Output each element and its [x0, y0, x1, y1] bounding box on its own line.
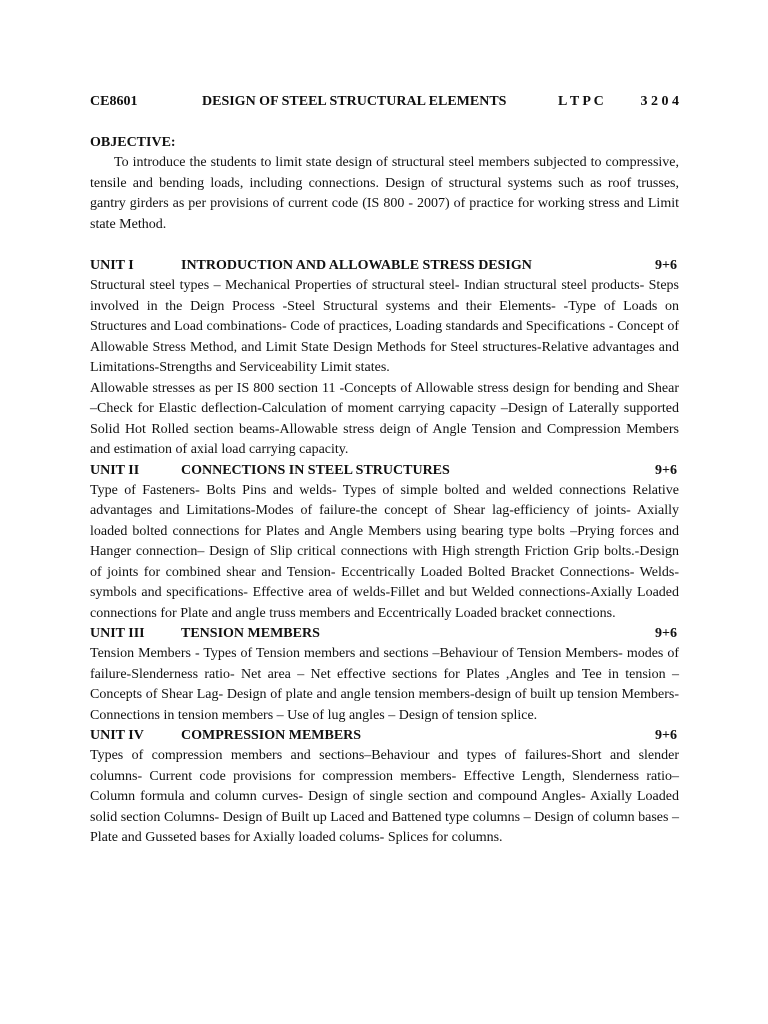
unit-hours: 9+6	[655, 626, 677, 641]
unit-1-heading	[90, 256, 679, 276]
unit-number: UNIT II	[90, 462, 140, 478]
unit-2-heading	[90, 461, 679, 481]
unit-hours: 9+6	[655, 258, 677, 273]
unit-title: COMPRESSION MEMBERS	[181, 728, 362, 743]
unit-1-paragraph-1: Structural steel types – Mechanical Properties of structural steel- Indian structural steel products- Steps involved in the Deign Process -Steel Structural systems and their Elements- -Type of Loads on Structures and Load combinations- Code of practices, Loading standards and Specifications - Concept of Allowable Stress Method, and Limit State Design Methods for Steel structures-Relative advantages and Limitations-Strengths and Serviceability Limit states.	[90, 278, 679, 375]
unit-4-heading	[90, 726, 679, 746]
ltpc-label: L T P C	[558, 94, 604, 109]
objective-heading: OBJECTIVE:	[90, 135, 176, 150]
unit-title: CONNECTIONS IN STEEL STRUCTURES	[181, 462, 450, 478]
unit-3-paragraph-1: Tension Members - Types of Tension members and sections –Behaviour of Tension Members- modes of failure-Slenderness ratio- Net area – Net effective sections for Plates ,Angles and Tee in tension –Concepts of Shear Lag- Design of plate and angle tension members-design of built up tension Members-Connections in tension members – Use of lug angles – Design of tension splice.	[90, 646, 679, 723]
unit-hours: 9+6	[655, 728, 677, 743]
unit-number: UNIT III	[90, 626, 145, 641]
unit-3-heading	[90, 624, 679, 644]
unit-number: UNIT IV	[90, 728, 144, 743]
objective-text: To introduce the students to limit state design of structural steel members subjected to compressive, tensile and bending loads, including connections. Design of structural systems such as roof trusses, gantry girders as per provisions of current code (IS 800 - 2007) of practice for working stress and Limit state Method.	[90, 155, 679, 232]
ltpc-values: 3 2 0 4	[640, 94, 679, 109]
unit-hours: 9+6	[655, 462, 677, 478]
unit-title: INTRODUCTION AND ALLOWABLE STRESS DESIGN	[181, 258, 532, 273]
unit-number: UNIT I	[90, 258, 134, 273]
unit-2-paragraph-1: Type of Fasteners- Bolts Pins and welds- Types of simple bolted and welded connections Relative advantages and Limitations-Modes of failure-the concept of Shear lag-efficiency of joints- Axially loaded bolted connections for Plates and Angle Members using bearing type bolts –Prying forces and Hanger connection– Design of Slip critical connections with High strength Friction Grip bolts.-Design of joints for combined shear and Tension- Eccentrically Loaded Bolted Bracket Connections- Welds-symbols and specifications- Effective area of welds-Fillet and but Welded connections-Axially Loaded connections for Plate and angle truss members and Eccentrically Loaded bracket connections.	[90, 482, 679, 621]
course-code: CE8601	[90, 94, 138, 109]
unit-4-paragraph-1: Types of compression members and sections–Behaviour and types of failures-Short and slender columns- Current code provisions for compression members- Effective Length, Slenderness ratio–Column formula and column curves- Design of single section and compound Angles- Axially Loaded solid section Columns- Design of Built up Laced and Battened type columns – Design of column bases – Plate and Gusseted bases for Axially loaded colums- Splices for columns.	[90, 748, 679, 845]
unit-title: TENSION MEMBERS	[181, 626, 320, 641]
course-header	[90, 92, 679, 112]
unit-1-paragraph-2: Allowable stresses as per IS 800 section 11 -Concepts of Allowable stress design for bending and Shear –Check for Elastic deflection-Calculation of moment carrying capacity –Design of Laterally supported Solid Hot Rolled section beams-Allowable stress deign of Angle Tension and Compression Members and estimation of axial load carrying capacity.	[90, 380, 679, 457]
syllabus-page	[90, 92, 679, 849]
course-title: DESIGN OF STEEL STRUCTURAL ELEMENTS	[202, 94, 507, 109]
